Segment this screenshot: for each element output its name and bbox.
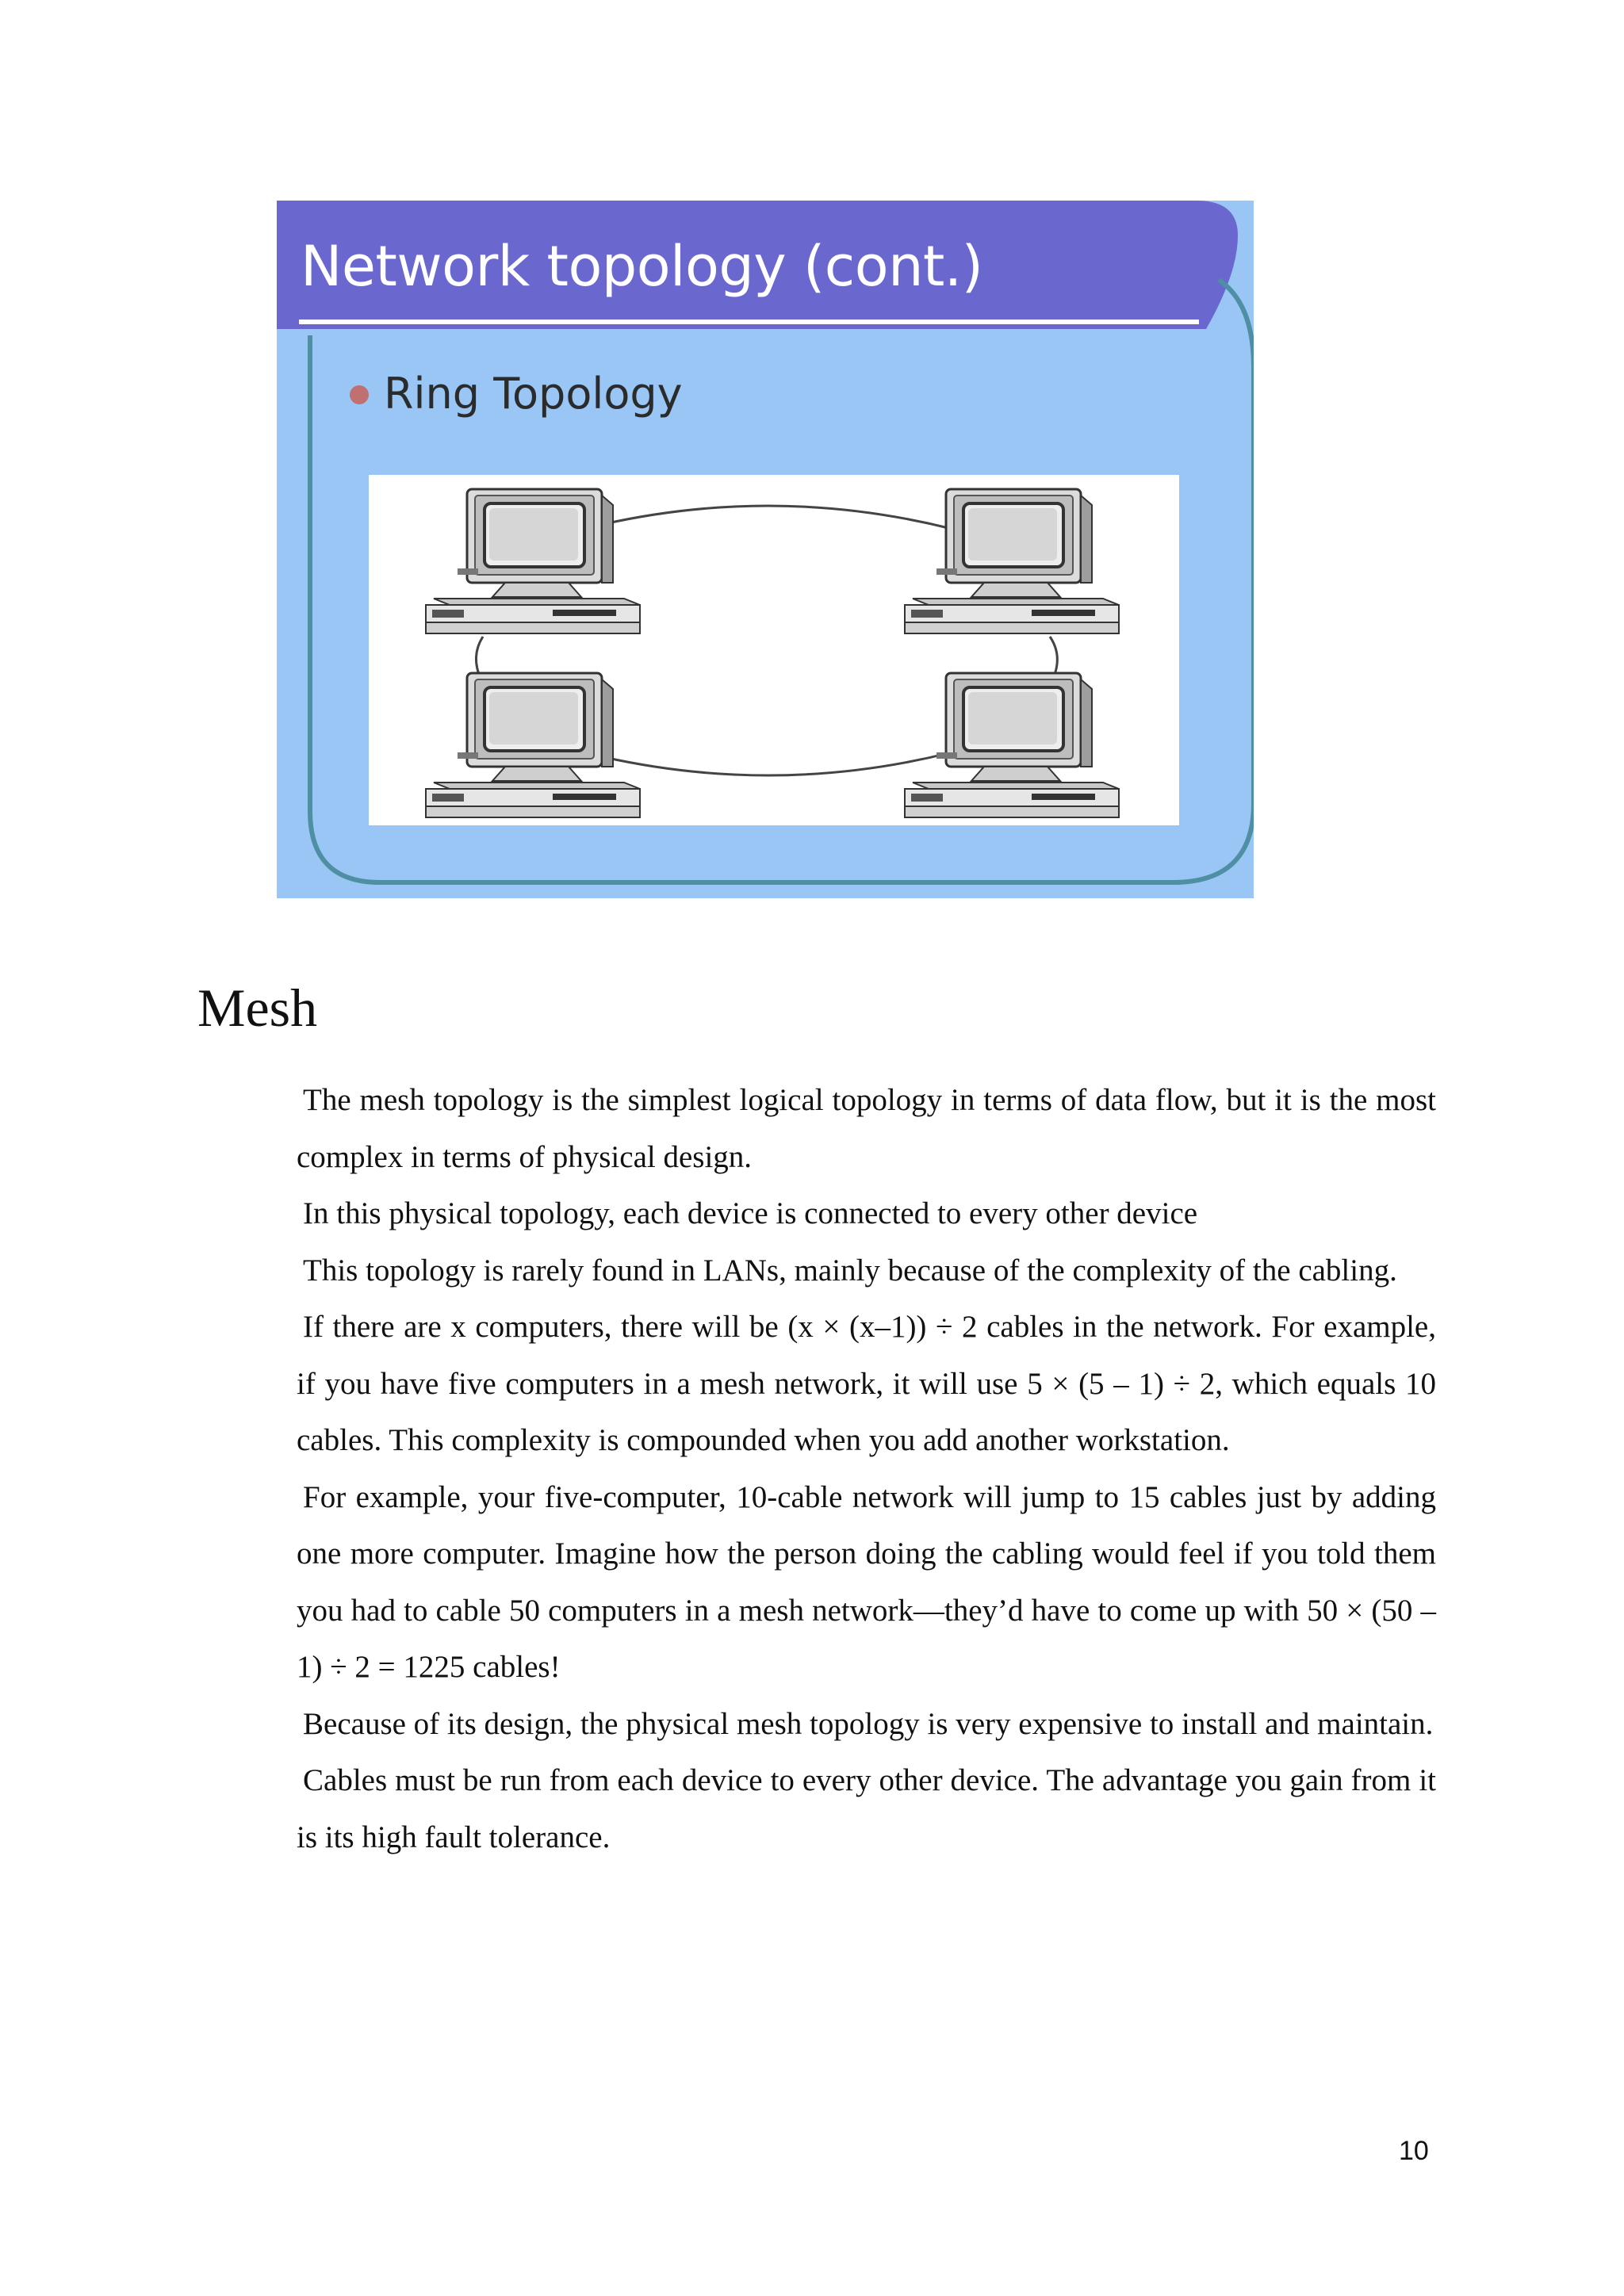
paragraph bbox=[297, 1469, 1436, 1696]
paragraph bbox=[297, 1299, 1436, 1469]
paragraph-text: In this physical topology, each device is connected to every other device bbox=[303, 1196, 1198, 1230]
page-number: 10 bbox=[1399, 2136, 1429, 2166]
section-body bbox=[297, 1072, 1436, 1866]
slide-title: Network topology (cont.) bbox=[301, 234, 983, 299]
bullet-dot bbox=[350, 385, 369, 404]
paragraph bbox=[297, 1242, 1436, 1299]
paragraph bbox=[297, 1696, 1436, 1753]
paragraph-text: The mesh topology is the simplest logical topology in terms of data flow, but it is the most complex in terms of physical design. bbox=[297, 1083, 1436, 1174]
paragraph bbox=[297, 1752, 1436, 1866]
slide-bullet-text: Ring Topology bbox=[384, 369, 683, 419]
paragraph-text: This topology is rarely found in LANs, mainly because of the complexity of the cabling. bbox=[303, 1253, 1397, 1288]
paragraph bbox=[297, 1072, 1436, 1185]
slide-image bbox=[277, 201, 1254, 898]
paragraph bbox=[297, 1185, 1436, 1242]
paragraph-text: If there are x computers, there will be (x × (x–1)) ÷ 2 cables in the network. For example, if you have five computers in a mesh network, it will use 5 × (5 – 1) ÷ 2, which equals 10 cables. This complexity is compounded when you add another workstation. bbox=[297, 1310, 1436, 1457]
section-heading: Mesh bbox=[197, 978, 318, 1038]
ring-topology-slide bbox=[277, 201, 1254, 898]
paragraph-text: Cables must be run from each device to every other device. The advantage you gain from it is its high fault tolerance. bbox=[297, 1763, 1436, 1854]
paragraph-text: Because of its design, the physical mesh topology is very expensive to install and maintain. bbox=[303, 1706, 1434, 1741]
paragraph-text: For example, your five-computer, 10-cable network will jump to 15 cables just by adding one more computer. Imagine how the person doing the cabling would feel if you told them you had to cable 50 computers in a mesh network—they’d have to come up with 50 × (50 – 1) ÷ 2 = 1225 cables! bbox=[297, 1479, 1436, 1684]
